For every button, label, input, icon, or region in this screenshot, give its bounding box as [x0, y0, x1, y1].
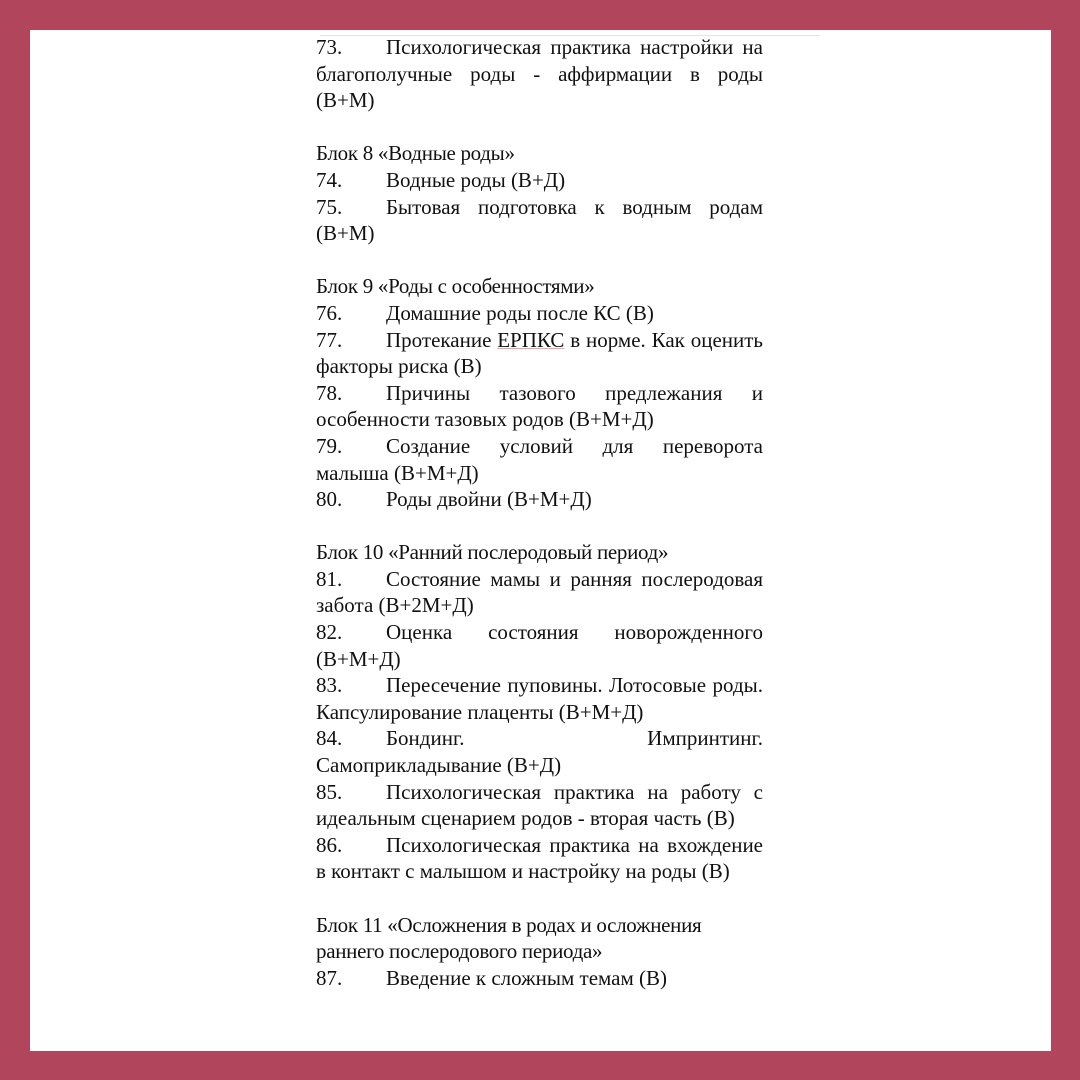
- item-number: 87.: [316, 965, 343, 990]
- item-text: Пересечение пуповины. Лотосовые роды. Капсулирование плаценты (В+М+Д): [316, 673, 763, 724]
- item-number: 76.: [316, 300, 343, 325]
- item-text: Введение к сложным темам (В): [386, 965, 668, 990]
- item-text: Бытовая подготовка к водным родам (В+М): [316, 194, 763, 246]
- block-heading: Блок 11 «Осложнения в родах и осложнения раннего послеродового периода»: [316, 912, 702, 964]
- item-number: 74.: [316, 167, 343, 192]
- list-item: [316, 34, 763, 114]
- spacer: [316, 513, 763, 540]
- list-item: [316, 619, 763, 672]
- spacer: [316, 247, 763, 274]
- list-item: [316, 167, 763, 194]
- item-number: 85.: [316, 779, 343, 804]
- list-item: [316, 300, 763, 327]
- item-text: Водные роды (В+Д): [386, 167, 566, 192]
- list-item: [316, 566, 763, 619]
- item-number: 82.: [316, 620, 343, 645]
- item-text: Психологическая практика на вхождение в контакт с малышом и настройку на роды (В): [316, 832, 763, 884]
- list-item: [316, 672, 763, 725]
- item-text: Психологическая практика настройки на благополучные роды - аффирмации в роды (В+М): [316, 35, 763, 113]
- item-number: 77.: [316, 327, 343, 352]
- document-content: [316, 34, 763, 991]
- list-item: [316, 327, 763, 380]
- list-item: [316, 194, 763, 247]
- item-number: 81.: [316, 566, 343, 591]
- item-number: 78.: [316, 380, 343, 405]
- list-item: [316, 965, 763, 992]
- item-number: 79.: [316, 433, 343, 458]
- item-number: 73.: [316, 35, 343, 59]
- block-heading: Блок 8 «Водные роды»: [316, 141, 515, 166]
- spacer: [316, 114, 763, 141]
- item-text: Бондинг. Импринтинг. Самоприкладывание (В+Д): [316, 726, 763, 778]
- spacer: [316, 885, 763, 912]
- item-text: Роды двойни (В+М+Д): [386, 487, 592, 512]
- document-page: [30, 30, 1051, 1051]
- abbreviation-underlined: ЕРПКС: [497, 327, 565, 352]
- item-number: 83.: [316, 673, 343, 698]
- item-text: Домашние роды после КС (В): [386, 300, 654, 325]
- item-number: 84.: [316, 726, 343, 751]
- item-number: 86.: [316, 832, 343, 857]
- item-text: Состояние мамы и ранняя послеродовая забота (В+2М+Д): [316, 566, 763, 618]
- list-item: [316, 433, 763, 486]
- list-item: [316, 380, 763, 433]
- list-item: [316, 779, 763, 832]
- item-text-end: в норме. Как оценить факторы риска (В): [316, 327, 763, 379]
- list-item: [316, 832, 763, 885]
- item-text: Психологическая практика на работу с идеальным сценарием родов - вторая часть (В): [316, 779, 763, 831]
- list-item: [316, 486, 763, 513]
- item-text: Создание условий для переворота малыша (В+М+Д): [316, 433, 763, 485]
- item-number: 80.: [316, 487, 343, 512]
- item-text-start: Протекание: [386, 327, 498, 352]
- block-heading: Блок 9 «Роды с особенностями»: [316, 274, 595, 299]
- item-number: 75.: [316, 194, 343, 219]
- item-text: Оценка состояния новорожденного (В+М+Д): [316, 620, 763, 671]
- block-heading: Блок 10 «Ранний послеродовый период»: [316, 540, 669, 565]
- item-text: Причины тазового предлежания и особенности тазовых родов (В+М+Д): [316, 380, 763, 432]
- list-item: [316, 725, 763, 778]
